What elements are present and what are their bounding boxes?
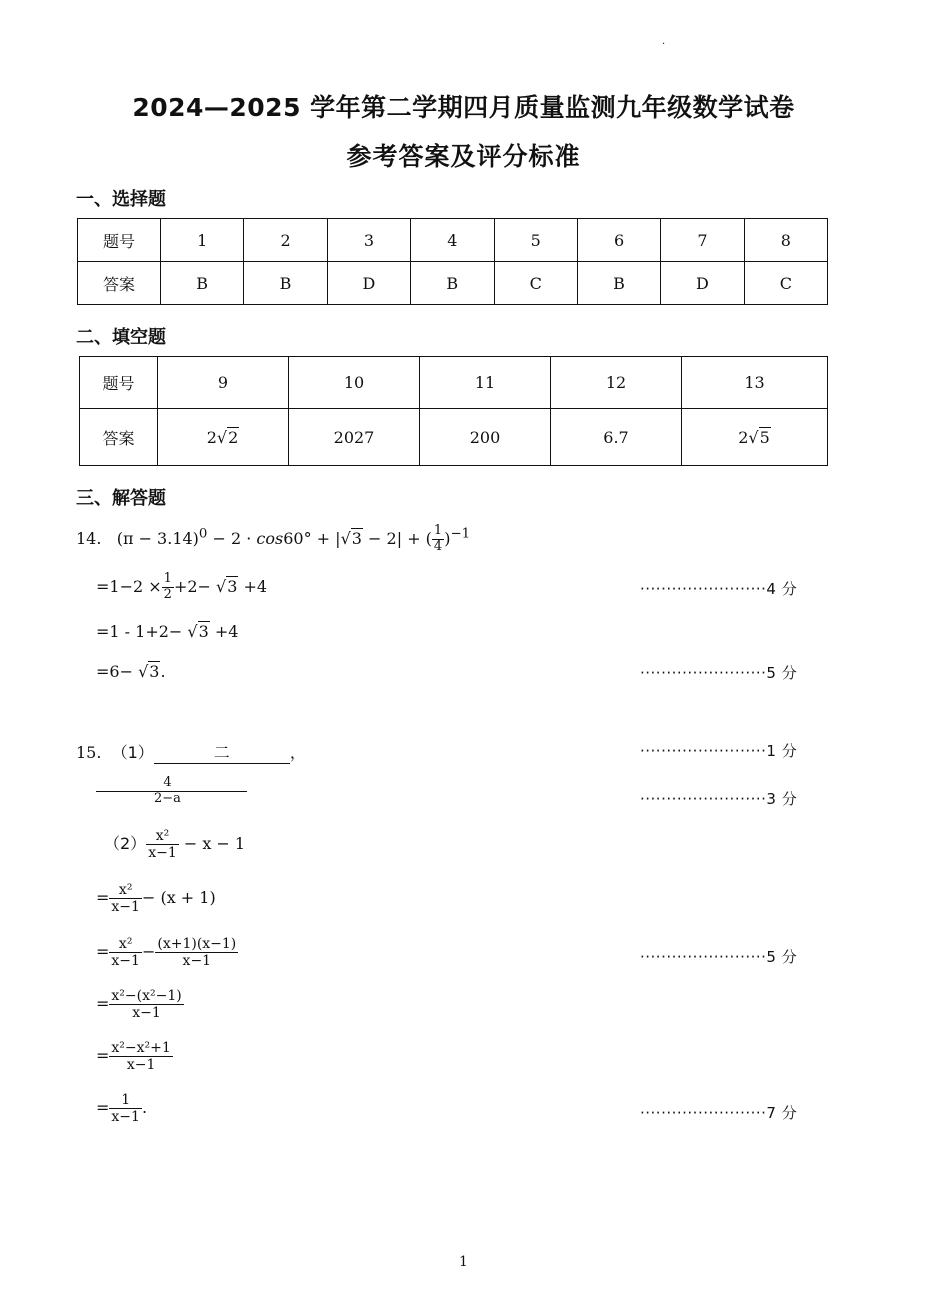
sqrt-expression: √5: [748, 427, 770, 447]
blank-line-left: [96, 791, 152, 792]
coefficient: 2: [738, 427, 749, 447]
section-heading-fill: 二、填空题: [76, 327, 166, 348]
radicand: 5: [759, 427, 770, 447]
expr-part: =6−: [96, 662, 139, 681]
score-marker: ························5 分: [640, 948, 798, 966]
question-number: 14.: [76, 528, 102, 548]
table-label-answer: 答案: [78, 262, 161, 305]
score-marker: ························7 分: [640, 1104, 798, 1122]
blank-line-right: [183, 791, 247, 792]
expr-part: .: [160, 662, 166, 681]
numerator: x²: [109, 882, 142, 899]
fraction: [109, 882, 142, 915]
q14-expression: [76, 524, 470, 555]
denominator: 2: [163, 586, 172, 602]
answer-cell: B: [161, 262, 244, 305]
question-number: 4: [411, 219, 494, 262]
q15-part2: [104, 828, 245, 861]
denominator: x−1: [132, 1005, 161, 1022]
table-label-question: 题号: [80, 357, 158, 409]
fraction: [109, 988, 183, 1021]
q15-step3: [96, 988, 184, 1021]
radicand: 3: [351, 528, 362, 548]
answer-cell: B: [577, 262, 660, 305]
fraction: [432, 524, 444, 555]
answer-cell-9: [158, 409, 289, 466]
denominator: x−1: [148, 845, 177, 862]
score-marker: ························4 分: [640, 580, 798, 598]
radicand: 2: [228, 427, 239, 447]
fraction: [152, 776, 183, 807]
expr-part: (π − 3.14): [116, 528, 199, 548]
expr-part: − 2 ·: [207, 528, 257, 548]
document-title: 2024—2025 学年第二学期四月质量监测九年级数学试卷: [132, 93, 795, 122]
numerator: 4: [152, 776, 183, 792]
sqrt-expression: √3: [138, 662, 160, 681]
sqrt-expression: √3: [340, 528, 362, 548]
q14-step3: [96, 662, 166, 681]
expr-part: +4: [209, 622, 239, 641]
question-number: 5: [494, 219, 577, 262]
fraction: [109, 1092, 142, 1125]
table-row-questions: [80, 357, 828, 409]
sqrt-expression: √3: [187, 622, 209, 641]
question-number: 9: [158, 357, 289, 409]
table-label-question: 题号: [78, 219, 161, 262]
fraction: [109, 936, 142, 969]
table-row-answers: [80, 409, 828, 466]
fraction: [162, 572, 174, 603]
numerator: x²: [146, 828, 179, 845]
sqrt-expression: √2: [216, 427, 239, 447]
part-label: （2）: [104, 834, 147, 854]
equals: =: [96, 1046, 110, 1066]
denominator: x−1: [182, 953, 212, 970]
score-marker: ························3 分: [640, 790, 798, 808]
question-number: 7: [661, 219, 744, 262]
table-row-answers: [78, 262, 828, 305]
q15-step2: [96, 936, 238, 969]
fraction: [155, 936, 238, 969]
answer-cell-13: [682, 409, 828, 466]
numerator: 1: [109, 1092, 142, 1109]
denominator: x−1: [126, 1057, 156, 1074]
minus: −: [141, 942, 156, 962]
denominator: x−1: [111, 1109, 140, 1126]
answer-cell: C: [744, 262, 827, 305]
top-dot: .: [662, 36, 666, 47]
question-number: 10: [289, 357, 420, 409]
page-number: 1: [459, 1254, 468, 1270]
expr-part: 60° + |: [283, 528, 341, 548]
sqrt-expression: √3: [216, 576, 238, 596]
table-row-questions: [78, 219, 828, 262]
numerator: x²−(x²−1): [111, 988, 182, 1004]
equals: =: [96, 942, 110, 962]
score-marker: ························5 分: [640, 664, 798, 682]
denominator: x−1: [111, 953, 140, 970]
question-number: 3: [327, 219, 410, 262]
denominator: x−1: [111, 899, 140, 916]
q15-step4: [96, 1040, 173, 1073]
answer-cell: D: [661, 262, 744, 305]
answer-cell: C: [494, 262, 577, 305]
answer-cell-11: 200: [420, 409, 551, 466]
q15-part1: [76, 740, 306, 764]
expr-part: ): [444, 528, 451, 548]
numerator: 1: [163, 571, 172, 586]
answer-cell: B: [244, 262, 327, 305]
exponent: −1: [450, 526, 471, 542]
table-label-answer: 答案: [80, 409, 158, 466]
radicand: 3: [149, 662, 160, 681]
choice-answer-table: [77, 218, 828, 305]
question-number: 6: [577, 219, 660, 262]
q14-step1: [96, 572, 267, 603]
expr-part: =1−2 ×: [96, 576, 162, 596]
expr-part: − x − 1: [178, 834, 246, 854]
exponent: 0: [198, 526, 208, 542]
equals: =: [96, 1098, 110, 1118]
numerator: x²−x²+1: [111, 1040, 171, 1056]
question-number: 15.: [76, 743, 102, 762]
answer-cell: B: [411, 262, 494, 305]
radicand: 3: [227, 576, 238, 596]
answer-blank: 二: [154, 740, 290, 764]
equals: =: [96, 888, 110, 908]
q15-blank2: [96, 776, 247, 807]
expr-part: − (x + 1): [141, 888, 216, 908]
expr-part: +4: [238, 576, 268, 596]
expr-part: +2−: [173, 576, 217, 596]
document-subtitle: 参考答案及评分标准: [346, 142, 581, 171]
denominator: 4: [433, 538, 443, 554]
numerator: (x+1)(x−1): [157, 936, 237, 952]
coefficient: 2: [206, 427, 217, 447]
q14-step2: [96, 622, 238, 641]
q15-step5: [96, 1092, 147, 1125]
question-number: 12: [551, 357, 682, 409]
question-number: 11: [420, 357, 551, 409]
question-number: 8: [744, 219, 827, 262]
answer-cell-12: 6.7: [551, 409, 682, 466]
fill-answer-table: [79, 356, 828, 466]
equals: =: [96, 994, 110, 1014]
period: .: [141, 1098, 148, 1118]
section-heading-choice: 一、选择题: [76, 189, 166, 210]
part-label: （1）: [111, 743, 154, 762]
fraction: [146, 828, 179, 861]
score-marker: ························1 分: [640, 742, 798, 760]
numerator: x²: [109, 936, 142, 953]
section-heading-solution: 三、解答题: [76, 488, 166, 509]
radicand: 3: [198, 622, 209, 641]
answer-cell-10: 2027: [289, 409, 420, 466]
question-number: 2: [244, 219, 327, 262]
numerator: 1: [433, 523, 443, 538]
comma: ，: [289, 743, 306, 762]
denominator: 2−a: [154, 790, 181, 806]
question-number: 13: [682, 357, 828, 409]
q15-step1: [96, 882, 216, 915]
expr-part: =1 - 1+2−: [96, 622, 188, 641]
expr-part: − 2| + (: [362, 528, 432, 548]
fraction: [109, 1040, 172, 1073]
cos-function: cos: [256, 528, 284, 548]
answer-cell: D: [327, 262, 410, 305]
question-number: 1: [161, 219, 244, 262]
